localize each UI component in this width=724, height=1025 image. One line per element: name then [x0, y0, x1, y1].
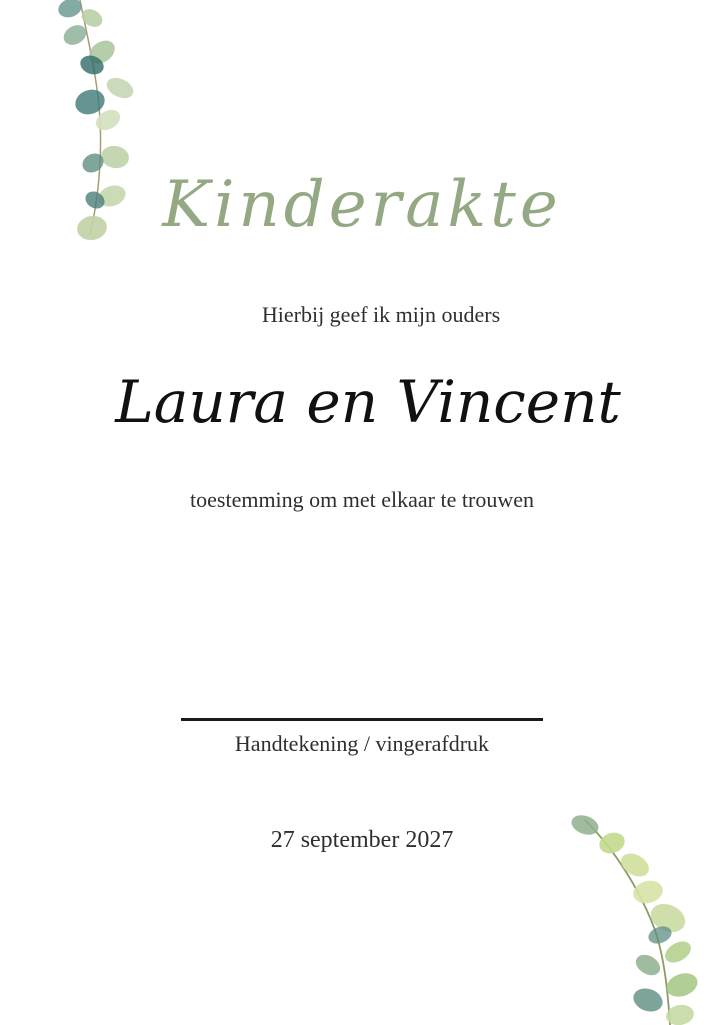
signature-label: Handtekening / vingerafdruk: [234, 731, 490, 756]
document-date: 27 september 2027: [270, 827, 454, 853]
document-title: Kinderakte: [162, 168, 562, 242]
parents-names: Laura en Vincent: [115, 368, 621, 436]
signature-line: [181, 718, 543, 721]
eucalyptus-branch-bottom-right-icon: [560, 810, 710, 1025]
consent-text: toestemming om met elkaar te trouwen: [190, 487, 534, 512]
intro-text: Hierbij geef ik mijn ouders: [261, 302, 501, 327]
